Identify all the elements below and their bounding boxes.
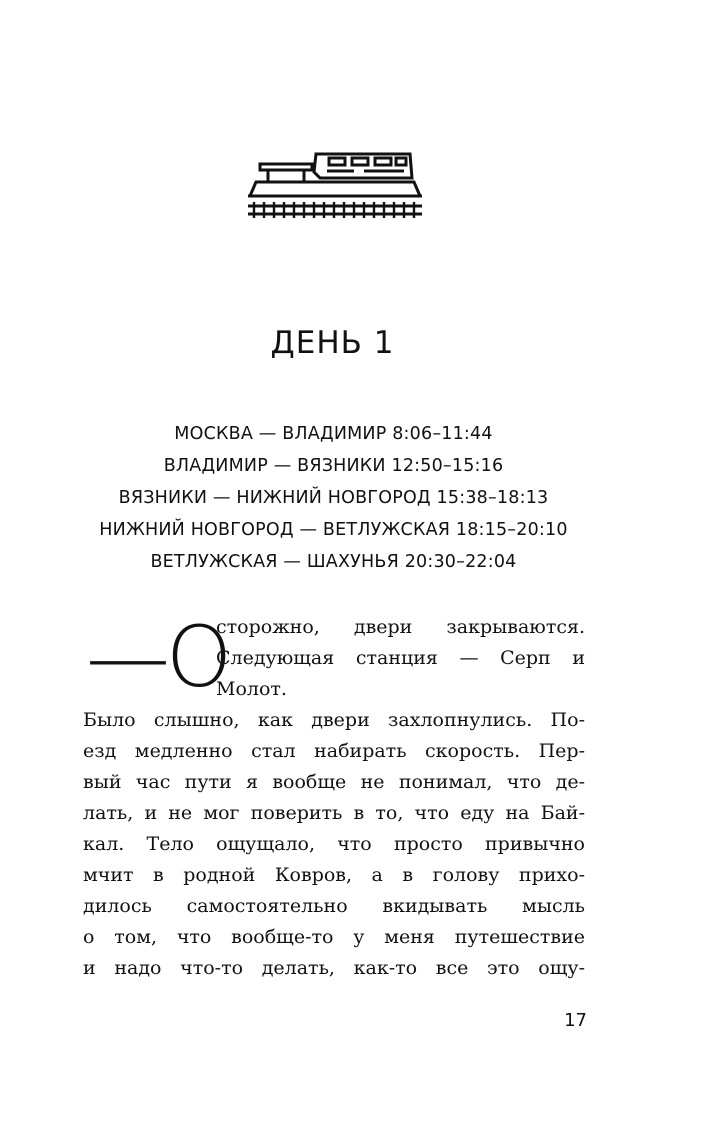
text-line: лать, и не мог поверить в то, что еду на Бай- bbox=[83, 802, 585, 824]
schedule-item: ВЕТЛУЖСКАЯ — ШАХУНЬЯ 20:30–22:04 bbox=[150, 552, 517, 572]
text-line: мчит в родной Ковров, а в голову прихо- bbox=[83, 864, 585, 886]
schedule-item: ВЛАДИМИР — ВЯЗНИКИ 12:50–15:16 bbox=[163, 456, 504, 476]
text-line: кал. Тело ощущало, что просто привычно bbox=[83, 833, 585, 855]
text-line: вый час пути я вообще не понимал, что де- bbox=[83, 771, 585, 793]
train-at-platform-icon bbox=[244, 148, 424, 223]
drop-cap: —О bbox=[86, 608, 229, 706]
body-text bbox=[83, 608, 585, 984]
opening-paragraph bbox=[83, 608, 585, 706]
text-line: дилось самостоятельно вкидывать мысль bbox=[83, 895, 585, 917]
schedule-list bbox=[0, 418, 667, 578]
chapter-title: ДЕНЬ 1 bbox=[270, 325, 395, 361]
page-number: 17 bbox=[564, 1010, 587, 1031]
schedule-item: НИЖНИЙ НОВГОРОД — ВЕТЛУЖСКАЯ 18:15–20:10 bbox=[99, 520, 568, 540]
text-line: езд медленно стал набирать скорость. Пер- bbox=[83, 740, 585, 762]
text-line: о том, что вообще-то у меня путешествие bbox=[83, 926, 585, 948]
schedule-item: МОСКВА — ВЛАДИМИР 8:06–11:44 bbox=[174, 424, 493, 444]
opening-text: сторожно, двери закрываются. Следующая станция — Серп и Молот. bbox=[216, 616, 585, 700]
text-line: Было слышно, как двери захлопнулись. По- bbox=[83, 709, 585, 731]
text-line: и надо что-то делать, как-то все это ощу- bbox=[83, 957, 585, 979]
schedule-item: ВЯЗНИКИ — НИЖНИЙ НОВГОРОД 15:38–18:13 bbox=[118, 488, 549, 508]
